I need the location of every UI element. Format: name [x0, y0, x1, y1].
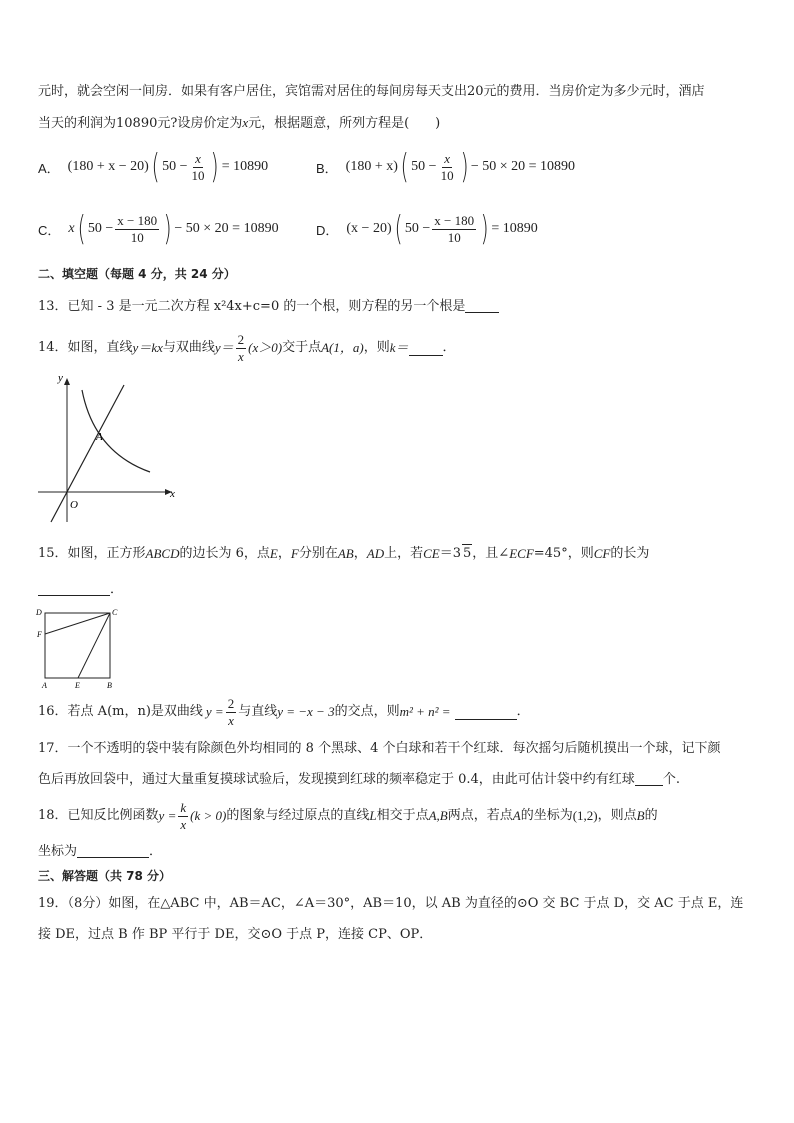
option-a[interactable]: A． (180 + x − 20) ( 50 − $\frac{x}{10}$ ) = 10890 [38, 147, 269, 187]
q14-graph [34, 372, 184, 524]
line-y-kx [51, 385, 124, 522]
q15-answer-blank[interactable] [38, 581, 110, 596]
option-b[interactable]: B． (180 + x) ( 50 − $\frac{x}{10}$ ) − 50 × 20 = 10890 [316, 147, 576, 187]
q12-line1: 元时，就会空闲一间房．如果有客户居住，宾馆需对居住的每间房每天支出20元的费用．当房价定为多少元时，酒店 [38, 84, 705, 99]
q16-answer-blank[interactable] [455, 705, 517, 720]
label-b: B [107, 681, 112, 690]
hyperbola-curve [82, 390, 150, 472]
option-c[interactable]: C． x ( 50 − $\frac{x - 180}{10}$ ) − 50 × 20 = 10890 [38, 209, 279, 249]
q14-answer-blank[interactable] [409, 341, 443, 356]
q18-answer-blank[interactable] [77, 843, 149, 858]
q19-line2: 接 DE，过点 B 作 BP 平行于 DE，交⊙O 于点 P，连接 CP、OP． [38, 927, 433, 942]
y-axis-arrow [64, 378, 70, 385]
q18: 18．已知反比例函数 y = $\frac{k}{x}$ (k > 0) 的图象与经过原点的直线 L 相交于点 A,B 两点，若点 A 的坐标为 (1,2) ，则点 B 的 [38, 799, 658, 832]
q18-line2: 坐标为 ． [38, 844, 163, 859]
point-a-label: A [96, 431, 103, 443]
label-c: C [112, 608, 118, 617]
section3-title: 三、解答题（共 78 分） [38, 869, 172, 883]
q17-line2: 色后再放回袋中，通过大量重复摸球试验后，发现摸到红球的频率稳定于 0.4，由此可估计袋中约有红球 个. [38, 772, 680, 787]
label-e: E [75, 681, 80, 690]
y-axis-label: y [58, 372, 63, 384]
q19-line1: 19．（8分）如图，在△ABC 中，AB＝AC，∠A＝30°，AB＝10，以 AB 为直径的⊙O 交 BC 于点 D，交 AC 于点 E，连 [38, 896, 744, 911]
label-d: D [36, 608, 42, 617]
q15-answer-line: ． [38, 581, 123, 599]
segment-ce [78, 613, 110, 678]
square-abcd [45, 613, 110, 678]
origin-label: O [70, 499, 78, 511]
q13-answer-blank[interactable] [465, 298, 499, 313]
x-axis-label: x [170, 488, 175, 500]
q14: 14．如图，直线 y＝kx 与双曲线 y＝ $\frac{2}{x}$ (x＞0) 交于点 A(1，a) ，则 k＝ ． [38, 331, 456, 364]
sqrt-radicand: 5 [463, 546, 472, 561]
label-f: F [37, 630, 42, 639]
q15: 15．如图，正方形 ABCD 的边长为 6，点 E ， F 分别在 AB ， AD 上，若 CE ＝3 5 ，且∠ ECF =45° ，则 CF 的长为 [38, 545, 650, 561]
q16: 16．若点 A(m，n)是双曲线 y = $\frac{2}{x}$ 与直线 y = −x − 3 的交点，则 m² + n² = ． [38, 695, 530, 728]
section2-title: 二、填空题（每题 4 分，共 24 分） [38, 267, 236, 281]
option-d[interactable]: D． (x − 20) ( 50 − $\frac{x - 180}{10}$ ) = 10890 [316, 209, 538, 249]
q17-answer-blank[interactable] [635, 771, 663, 786]
label-a: A [42, 681, 47, 690]
q15-square-figure [34, 605, 124, 691]
q17-line1: 17．一个不透明的袋中装有除颜色外均相同的 8 个黑球、4 个白球和若干个红球．每次摇匀后随机摸出一个球，记下颜 [38, 741, 721, 756]
q12-line2: 当天的利润为10890元?设房价定为x元，根据题意，所列方程是( ) [38, 115, 441, 131]
q13: 13．已知 - 3 是一元二次方程 x²4x+c=0 的一个根，则方程的另一个根是 [38, 298, 499, 316]
segment-cf [45, 613, 110, 634]
